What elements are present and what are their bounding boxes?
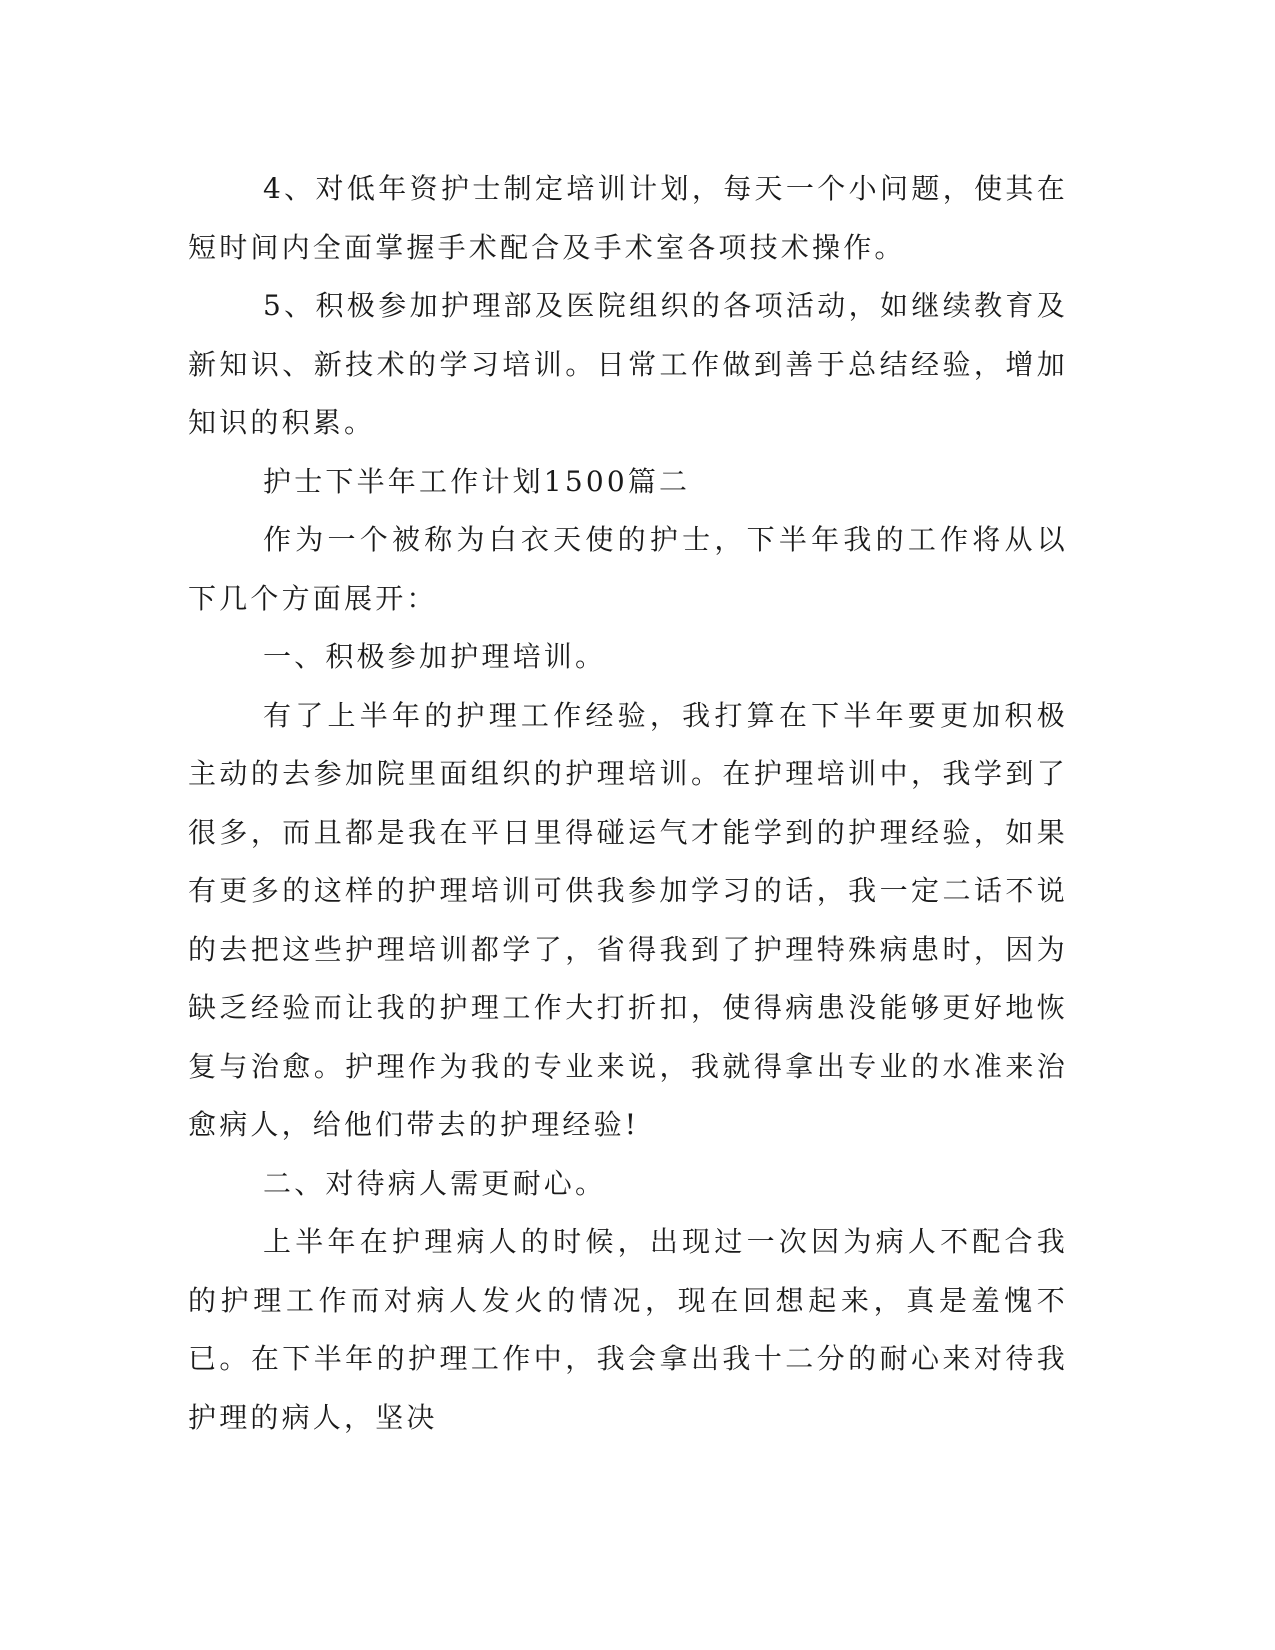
subheading-two: 二、对待病人需更耐心。 — [263, 1166, 607, 1200]
intro-paragraph: 作为一个被称为白衣天使的护士，下半年我的工作将从以下几个方面展开： — [188, 523, 1068, 615]
patience-paragraph: 上半年在护理病人的时候，出现过一次因为病人不配合我的护理工作而对病人发火的情况，现在回想起来，真是羞愧不已。在下半年的护理工作中，我会拿出我十二分的耐心来对待我护理的病人，坚决 — [188, 1225, 1068, 1434]
section-heading: 护士下半年工作计划1500篇二 — [263, 464, 691, 498]
document-body — [188, 160, 1068, 1447]
paragraph-item-5: 5、积极参加护理部及医院组织的各项活动，如继续教育及新知识、新技术的学习培训。日常工作做到善于总结经验，增加知识的积累。 — [188, 289, 1068, 439]
paragraph-item-4: 4、对低年资护士制定培训计划，每天一个小问题，使其在短时间内全面掌握手术配合及手术室各项技术操作。 — [188, 172, 1068, 264]
subheading-one: 一、积极参加护理培训。 — [263, 640, 607, 673]
training-paragraph: 有了上半年的护理工作经验，我打算在下半年要更加积极主动的去参加院里面组织的护理培训。在护理培训中，我学到了很多，而且都是我在平日里得碰运气才能学到的护理经验，如果有更多的这样的护理培训可供我参加学习的话，我一定二话不说的去把这些护理培训都学了，省得我到了护理特殊病患时，因为缺乏经验而让我的护理工作大打折扣，使得病患没能够更好地恢复与治愈。护理作为我的专业来说，我就得拿出专业的水准来治愈病人，给他们带去的护理经验! — [188, 698, 1068, 1141]
